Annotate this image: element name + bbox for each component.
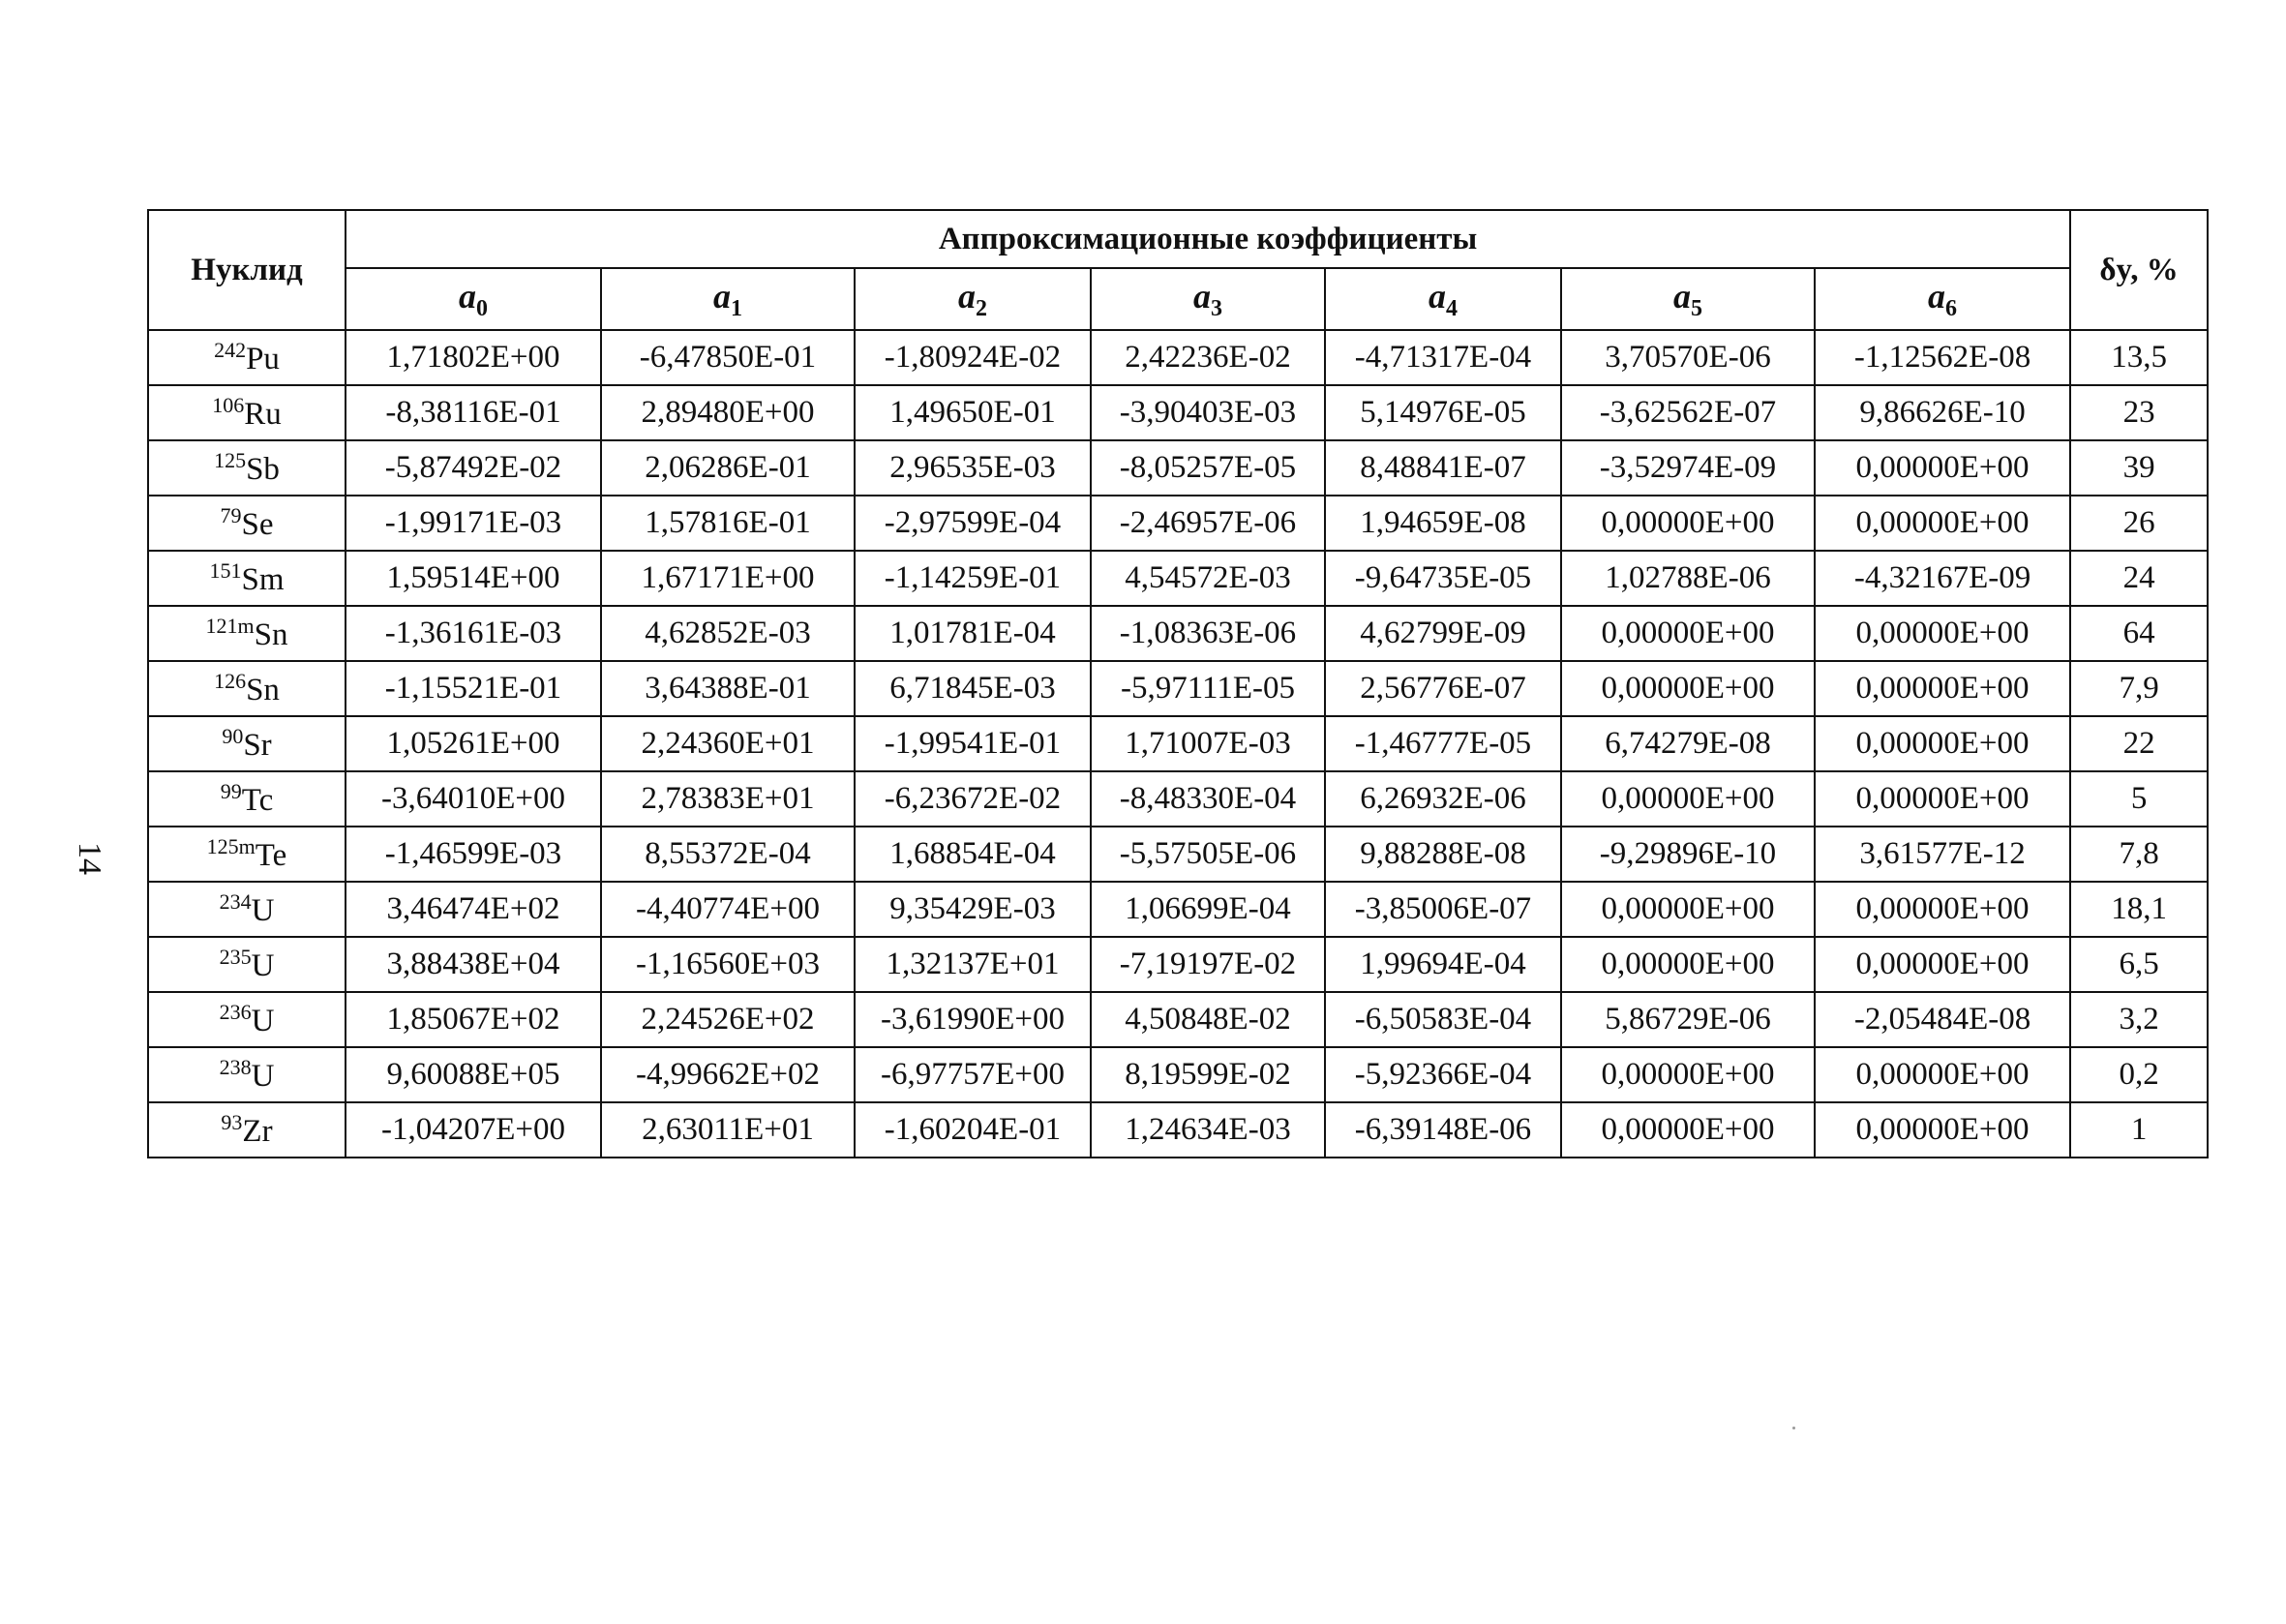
coef-cell-a3: -8,05257E-05	[1091, 440, 1325, 496]
coef-cell-a3: 1,24634E-03	[1091, 1102, 1325, 1158]
table-row	[148, 992, 2208, 1047]
coef-cell-a6: 0,00000E+00	[1815, 496, 2070, 551]
coef-cell-a2: 1,32137E+01	[855, 937, 1091, 992]
coef-cell-a3: 1,06699E-04	[1091, 882, 1325, 937]
mass-number: 121m	[205, 614, 255, 638]
coef-cell-a6: 0,00000E+00	[1815, 937, 2070, 992]
table-row	[148, 716, 2208, 771]
element-symbol: Sn	[246, 673, 280, 707]
nuclide-cell	[148, 606, 346, 661]
coef-cell-a4: 1,94659E-08	[1325, 496, 1561, 551]
coef-cell-a5: -9,29896E-10	[1561, 827, 1815, 882]
coef-cell-a5: 1,02788E-06	[1561, 551, 1815, 606]
coef-cell-a1: 3,64388E-01	[601, 661, 855, 716]
coef-cell-a1: 8,55372E-04	[601, 827, 855, 882]
coef-cell-a6: 0,00000E+00	[1815, 1047, 2070, 1102]
coef-cell-a0: -1,04207E+00	[346, 1102, 601, 1158]
coef-cell-a1: 1,57816E-01	[601, 496, 855, 551]
coef-cell-a0: 1,71802E+00	[346, 330, 601, 385]
coef-cell-a4: -1,46777E-05	[1325, 716, 1561, 771]
coef-letter: a	[958, 276, 976, 316]
coef-cell-a4: 9,88288E-08	[1325, 827, 1561, 882]
coef-cell-a2: 6,71845E-03	[855, 661, 1091, 716]
coef-cell-a6: 0,00000E+00	[1815, 440, 2070, 496]
coef-cell-a6: 0,00000E+00	[1815, 606, 2070, 661]
delta-cell: 7,8	[2070, 827, 2208, 882]
page-number: 14	[72, 842, 107, 875]
element-symbol: Pu	[246, 342, 280, 376]
table-row	[148, 661, 2208, 716]
coef-cell-a5: -3,52974E-09	[1561, 440, 1815, 496]
nuclide-cell	[148, 827, 346, 882]
coef-header-a6	[1815, 268, 2070, 330]
mass-number: 236	[219, 1000, 252, 1024]
table-row	[148, 606, 2208, 661]
coef-cell-a0: -1,46599E-03	[346, 827, 601, 882]
delta-cell: 26	[2070, 496, 2208, 551]
delta-cell: 1	[2070, 1102, 2208, 1158]
coef-cell-a6: 0,00000E+00	[1815, 771, 2070, 827]
nuclide-cell	[148, 661, 346, 716]
mass-number: 125m	[206, 834, 256, 858]
coef-letter: a	[1193, 276, 1211, 316]
table-row	[148, 882, 2208, 937]
nuclide-cell	[148, 882, 346, 937]
coef-cell-a1: 4,62852E-03	[601, 606, 855, 661]
element-symbol: U	[251, 1004, 275, 1038]
coef-index: 2	[976, 296, 987, 322]
coef-cell-a5: 0,00000E+00	[1561, 661, 1815, 716]
table-row	[148, 551, 2208, 606]
coef-cell-a1: 1,67171E+00	[601, 551, 855, 606]
coefficients-group-header: Аппроксимационные коэффициенты	[346, 210, 2070, 268]
mass-number: 242	[214, 338, 247, 362]
nuclide-cell	[148, 496, 346, 551]
coef-header-a3	[1091, 268, 1325, 330]
coef-cell-a0: 3,88438E+04	[346, 937, 601, 992]
coef-cell-a3: -8,48330E-04	[1091, 771, 1325, 827]
element-symbol: Tc	[241, 783, 274, 818]
coef-cell-a4: 4,62799E-09	[1325, 606, 1561, 661]
delta-cell: 39	[2070, 440, 2208, 496]
coef-cell-a3: 8,19599E-02	[1091, 1047, 1325, 1102]
nuclide-column-header: Нуклид	[148, 210, 346, 330]
coef-cell-a0: -3,64010E+00	[346, 771, 601, 827]
nuclide-cell	[148, 330, 346, 385]
coef-cell-a4: -6,50583E-04	[1325, 992, 1561, 1047]
nuclide-cell	[148, 771, 346, 827]
element-symbol: Zr	[242, 1114, 273, 1149]
coef-header-a5	[1561, 268, 1815, 330]
coef-letter: a	[459, 276, 476, 316]
coef-cell-a4: 8,48841E-07	[1325, 440, 1561, 496]
coef-index: 3	[1211, 296, 1222, 322]
coef-cell-a2: 9,35429E-03	[855, 882, 1091, 937]
coef-cell-a1: -4,40774E+00	[601, 882, 855, 937]
delta-cell: 23	[2070, 385, 2208, 440]
coef-cell-a2: -3,61990E+00	[855, 992, 1091, 1047]
coef-cell-a1: 2,24526E+02	[601, 992, 855, 1047]
coef-cell-a2: -1,99541E-01	[855, 716, 1091, 771]
delta-cell: 6,5	[2070, 937, 2208, 992]
element-symbol: Sb	[246, 452, 280, 487]
coef-letter: a	[1673, 276, 1691, 316]
coef-index: 5	[1691, 296, 1702, 322]
table-row	[148, 440, 2208, 496]
coef-cell-a1: 2,63011E+01	[601, 1102, 855, 1158]
coef-cell-a5: 0,00000E+00	[1561, 882, 1815, 937]
coef-cell-a5: 6,74279E-08	[1561, 716, 1815, 771]
table-row	[148, 937, 2208, 992]
coef-cell-a2: 2,96535E-03	[855, 440, 1091, 496]
mass-number: 125	[214, 448, 247, 472]
nuclide-cell	[148, 1047, 346, 1102]
coef-cell-a1: -6,47850E-01	[601, 330, 855, 385]
element-symbol: U	[251, 893, 275, 928]
coef-letter: a	[713, 276, 731, 316]
coef-cell-a4: -3,85006E-07	[1325, 882, 1561, 937]
coef-cell-a2: 1,68854E-04	[855, 827, 1091, 882]
coef-cell-a6: 3,61577E-12	[1815, 827, 2070, 882]
table-row	[148, 771, 2208, 827]
nuclide-cell	[148, 937, 346, 992]
coef-header-a1	[601, 268, 855, 330]
element-symbol: Sn	[254, 617, 288, 652]
coef-cell-a3: -5,57505E-06	[1091, 827, 1325, 882]
delta-cell: 0,2	[2070, 1047, 2208, 1102]
coef-cell-a2: -6,23672E-02	[855, 771, 1091, 827]
coef-cell-a0: -1,15521E-01	[346, 661, 601, 716]
element-symbol: Te	[255, 838, 287, 873]
coef-cell-a2: -1,80924E-02	[855, 330, 1091, 385]
coef-index: 0	[476, 296, 488, 322]
delta-cell: 22	[2070, 716, 2208, 771]
coefficients-table	[147, 209, 2209, 1158]
nuclide-cell	[148, 716, 346, 771]
coef-cell-a6: 0,00000E+00	[1815, 1102, 2070, 1158]
coef-cell-a5: -3,62562E-07	[1561, 385, 1815, 440]
element-symbol: Sr	[243, 728, 272, 763]
coef-cell-a0: -1,99171E-03	[346, 496, 601, 551]
mass-number: 235	[219, 945, 252, 969]
coef-cell-a5: 0,00000E+00	[1561, 771, 1815, 827]
coef-index: 4	[1446, 296, 1458, 322]
coef-cell-a0: 9,60088E+05	[346, 1047, 601, 1102]
coef-cell-a0: 1,05261E+00	[346, 716, 601, 771]
coef-cell-a4: -9,64735E-05	[1325, 551, 1561, 606]
delta-cell: 13,5	[2070, 330, 2208, 385]
coef-cell-a4: -5,92366E-04	[1325, 1047, 1561, 1102]
coef-header-a4	[1325, 268, 1561, 330]
coef-index: 1	[731, 296, 742, 322]
table-row	[148, 1102, 2208, 1158]
coef-cell-a0: -1,36161E-03	[346, 606, 601, 661]
coef-cell-a1: 2,06286E-01	[601, 440, 855, 496]
coef-cell-a2: 1,01781E-04	[855, 606, 1091, 661]
coef-cell-a5: 3,70570E-06	[1561, 330, 1815, 385]
element-symbol: Ru	[244, 397, 282, 432]
coef-cell-a4: -6,39148E-06	[1325, 1102, 1561, 1158]
mass-number: 99	[220, 779, 242, 803]
coef-cell-a1: 2,24360E+01	[601, 716, 855, 771]
coef-cell-a3: 1,71007E-03	[1091, 716, 1325, 771]
coef-cell-a2: -6,97757E+00	[855, 1047, 1091, 1102]
delta-cell: 24	[2070, 551, 2208, 606]
coef-cell-a5: 5,86729E-06	[1561, 992, 1815, 1047]
coef-cell-a0: -8,38116E-01	[346, 385, 601, 440]
element-symbol: Sm	[241, 562, 285, 597]
coef-cell-a6: 0,00000E+00	[1815, 661, 2070, 716]
coef-cell-a6: 9,86626E-10	[1815, 385, 2070, 440]
mass-number: 93	[221, 1110, 243, 1134]
table-body	[148, 330, 2208, 1158]
nuclide-cell	[148, 551, 346, 606]
mass-number: 238	[219, 1055, 252, 1079]
delta-cell: 5	[2070, 771, 2208, 827]
coef-cell-a2: 1,49650E-01	[855, 385, 1091, 440]
coef-cell-a2: -2,97599E-04	[855, 496, 1091, 551]
mass-number: 90	[222, 724, 244, 748]
coef-index: 6	[1945, 296, 1958, 322]
coef-cell-a6: -2,05484E-08	[1815, 992, 2070, 1047]
mass-number: 151	[209, 558, 242, 583]
nuclide-cell	[148, 440, 346, 496]
table-row	[148, 1047, 2208, 1102]
coef-cell-a4: 2,56776E-07	[1325, 661, 1561, 716]
coef-cell-a3: -7,19197E-02	[1091, 937, 1325, 992]
coef-cell-a6: 0,00000E+00	[1815, 716, 2070, 771]
delta-cell: 3,2	[2070, 992, 2208, 1047]
delta-cell: 18,1	[2070, 882, 2208, 937]
coef-cell-a1: -1,16560E+03	[601, 937, 855, 992]
nuclide-cell	[148, 992, 346, 1047]
coef-cell-a3: 4,54572E-03	[1091, 551, 1325, 606]
mass-number: 106	[212, 393, 245, 417]
mass-number: 234	[219, 889, 252, 914]
coef-cell-a0: 3,46474E+02	[346, 882, 601, 937]
mass-number: 126	[214, 669, 247, 693]
nuclide-cell	[148, 385, 346, 440]
table-row	[148, 330, 2208, 385]
coef-cell-a3: 2,42236E-02	[1091, 330, 1325, 385]
coef-cell-a5: 0,00000E+00	[1561, 606, 1815, 661]
coef-cell-a5: 0,00000E+00	[1561, 937, 1815, 992]
coef-cell-a0: 1,85067E+02	[346, 992, 601, 1047]
delta-column-header: δy, %	[2070, 210, 2208, 330]
coef-cell-a5: 0,00000E+00	[1561, 1047, 1815, 1102]
table-row	[148, 385, 2208, 440]
coef-cell-a4: 5,14976E-05	[1325, 385, 1561, 440]
coef-letter: a	[1928, 276, 1946, 316]
coef-header-a2	[855, 268, 1091, 330]
coef-cell-a1: 2,78383E+01	[601, 771, 855, 827]
coef-cell-a6: -1,12562E-08	[1815, 330, 2070, 385]
coef-cell-a6: 0,00000E+00	[1815, 882, 2070, 937]
coef-header-a0	[346, 268, 601, 330]
coef-cell-a1: -4,99662E+02	[601, 1047, 855, 1102]
delta-cell: 7,9	[2070, 661, 2208, 716]
coef-cell-a4: 1,99694E-04	[1325, 937, 1561, 992]
coef-cell-a3: -3,90403E-03	[1091, 385, 1325, 440]
coef-cell-a2: -1,14259E-01	[855, 551, 1091, 606]
coef-cell-a5: 0,00000E+00	[1561, 1102, 1815, 1158]
coef-cell-a6: -4,32167E-09	[1815, 551, 2070, 606]
coef-cell-a0: 1,59514E+00	[346, 551, 601, 606]
coef-cell-a2: -1,60204E-01	[855, 1102, 1091, 1158]
element-symbol: U	[251, 1059, 275, 1094]
coef-cell-a4: 6,26932E-06	[1325, 771, 1561, 827]
coefficient-header-row	[148, 268, 2208, 330]
coef-cell-a4: -4,71317E-04	[1325, 330, 1561, 385]
scan-speck	[1792, 1427, 1795, 1429]
delta-cell: 64	[2070, 606, 2208, 661]
coef-cell-a3: 4,50848E-02	[1091, 992, 1325, 1047]
table-row	[148, 496, 2208, 551]
nuclide-cell	[148, 1102, 346, 1158]
coef-letter: a	[1429, 276, 1446, 316]
coef-cell-a3: -2,46957E-06	[1091, 496, 1325, 551]
mass-number: 79	[220, 503, 242, 527]
coef-cell-a3: -5,97111E-05	[1091, 661, 1325, 716]
element-symbol: Se	[241, 507, 274, 542]
coef-cell-a3: -1,08363E-06	[1091, 606, 1325, 661]
element-symbol: U	[251, 948, 275, 983]
coef-cell-a1: 2,89480E+00	[601, 385, 855, 440]
coef-cell-a5: 0,00000E+00	[1561, 496, 1815, 551]
table-row	[148, 827, 2208, 882]
coef-cell-a0: -5,87492E-02	[346, 440, 601, 496]
